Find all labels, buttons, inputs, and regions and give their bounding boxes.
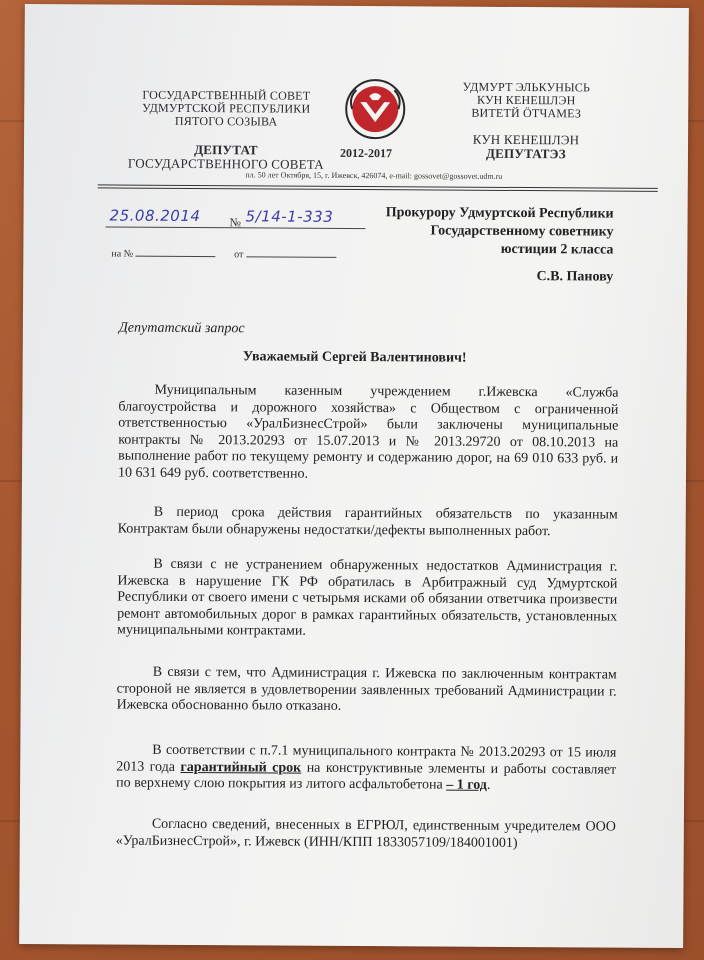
addressee-line: юстиции 2 класса	[500, 241, 614, 258]
letterhead-address: пл. 50 лет Октября, 15, г. Ижевск, 426074, e-mail: gossovet@gossovet.udm.ru	[245, 170, 503, 181]
warranty-text-start: В соответствии с п.7.1 муниципального контракта № 2013.20293 от 15 июля 2013 года	[116, 742, 617, 775]
header-left-deputy	[106, 142, 346, 171]
header-right-line: КУН КЕНЕШЛЭН	[477, 92, 576, 108]
paragraph-warranty	[116, 743, 616, 796]
document-sheet	[19, 4, 689, 948]
deputy-subtitle: ГОСУДАРСТВЕННОГО СОВЕТА	[127, 155, 324, 172]
addressee-line: Прокурору Удмуртской Республики	[385, 205, 614, 222]
salutation: Уважаемый Сергей Валентинович!	[242, 349, 467, 366]
header-left-line: ГОСУДАРСТВЕННЫЙ СОВЕТ	[142, 87, 311, 103]
paragraph-defects: В период срока действия гарантийных обязательств по указанным Контрактам были обнаружены недостатки/дефекты выполненных работ.	[117, 504, 618, 539]
warranty-period: – 1 год	[446, 777, 487, 793]
deputy-title: ДЕПУТАТ	[194, 142, 258, 158]
udmurt-emblem-icon	[344, 78, 406, 140]
header-left-line: УДМУРТСКОЙ РЕСПУБЛИКИ	[142, 100, 311, 116]
convocation-years: 2012-2017	[339, 145, 393, 161]
reply-to-row	[111, 247, 336, 261]
from-blank	[246, 247, 336, 258]
paragraph-court: В связи с не устранением обнаруженных недостатков Администрация г. Ижевска в нарушение ГК РФ обратилась в Арбитражный суд Удмуртской Республики от своего имени с четырьмя исками об обязании ответчика произвести ремонт автомобильных дорог в рамках гарантийных обязательств, установленных муниципальными контрактами.	[117, 556, 618, 639]
header-left	[116, 89, 336, 129]
handwritten-number: 5/14-1-333	[245, 207, 334, 226]
handwritten-date: 25.08.2014	[109, 206, 201, 226]
warranty-text-end: .	[486, 777, 491, 793]
header-right-line: ВИТЕТЙ ӦТЧАМЕЗ	[471, 105, 582, 121]
paragraph-founder: Согласно сведений, внесенных в ЕГРЮЛ, единственным учредителем ООО «УралБизнесСтрой», г. Ижевск (ИНН/КПП 1833057109/184001001)	[115, 816, 616, 851]
document-type: Депутатский запрос	[118, 320, 245, 337]
addressee-name: С.В. Панову	[536, 269, 614, 285]
header-right-line: УДМУРТ ЭЛЬКУНЫСЬ	[462, 79, 591, 95]
on-number-label: на №	[111, 248, 134, 260]
warranty-text-middle: на конструктивные элементы и работы составляет по верхнему слою покрытия из литого асфальтобетона	[116, 760, 617, 793]
from-label: от	[234, 249, 244, 261]
number-label: №	[229, 215, 242, 230]
on-number-blank	[136, 247, 216, 257]
paragraph-refusal: В связи с тем, что Администрация г. Ижевска по заключенным контрактам стороной не является в удовлетворении заявленных требований Администрации г. Ижевска обоснованно было отказано.	[116, 664, 617, 714]
paragraph-contracts: Муниципальным казенным учреждением г.Ижевска «Служба благоустройства и дорожного хозяйства» с Обществом с ограниченной ответственностью «УралБизнесСтрой» были заключены муниципальные контракты № 2013.20293 от 15.07.2013 и № 2013.29720 от 08.10.2013 на выполнение работ по текущему ремонту и содержанию дорог, на 69 010 633 руб. и 10 631 649 руб. соответственно.	[117, 382, 619, 482]
header-right-deputy	[428, 132, 624, 161]
addressee-block	[353, 204, 613, 260]
addressee-line: Государственному советнику	[430, 223, 614, 240]
deputy-subtitle-udm: ДЕПУТАТЭЗ	[485, 145, 566, 162]
deputy-title-udm: КУН КЕНЕШЛЭН	[472, 131, 580, 148]
header-left-line: ПЯТОГО СОЗЫВА	[174, 113, 278, 129]
warranty-term: гарантийный срок	[180, 759, 302, 776]
header-right	[428, 80, 624, 120]
